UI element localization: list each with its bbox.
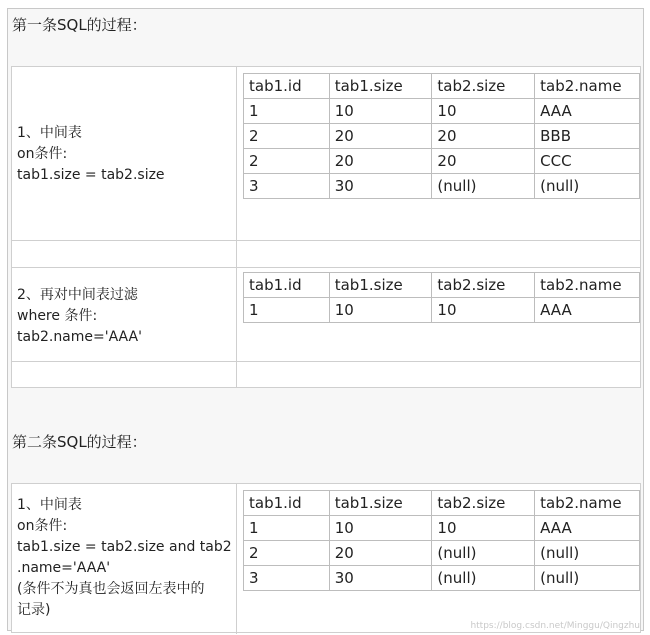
table-header-row: tab1.id tab1.size tab2.size tab2.name bbox=[244, 74, 640, 99]
table-header-row: tab1.id tab1.size tab2.size tab2.name bbox=[244, 491, 640, 516]
table-row: 2 20 20 CCC bbox=[244, 149, 640, 174]
table-row: 2 20 20 BBB bbox=[244, 124, 640, 149]
section1-heading: 第一条SQL的过程： bbox=[12, 16, 147, 34]
table-row: 3 30 (null) (null) bbox=[244, 174, 640, 199]
section1-spacer-row bbox=[12, 241, 640, 268]
table-row: 1 10 10 AAA bbox=[244, 99, 640, 124]
section1-step2-label: 2、再对中间表过滤 where 条件: tab2.name='AAA' bbox=[17, 287, 142, 345]
table-row: 2 20 (null) (null) bbox=[244, 541, 640, 566]
section1-intermediate-table bbox=[243, 73, 640, 199]
table-row: 3 30 (null) (null) bbox=[244, 566, 640, 591]
section2-heading: 第二条SQL的过程： bbox=[12, 433, 147, 451]
section2-step1-label: 1、中间表 on条件: tab1.size = tab2.size and tab2 .name='AAA' (条件不为真也会返回左表中的 记录) bbox=[17, 497, 232, 618]
section2-table bbox=[11, 483, 641, 633]
section1-spacer-row bbox=[12, 362, 640, 387]
table-header-row: tab1.id tab1.size tab2.size tab2.name bbox=[244, 273, 640, 298]
watermark: https://blog.csdn.net/Minggu/Qingzhu bbox=[470, 621, 640, 631]
section2-intermediate-table bbox=[243, 490, 640, 591]
section1-table bbox=[11, 66, 641, 388]
section1-step2-row bbox=[12, 268, 640, 362]
table-row: 1 10 10 AAA bbox=[244, 516, 640, 541]
section1-step1-label: 1、中间表 on条件: tab1.size = tab2.size bbox=[17, 125, 165, 183]
section1-step1-row bbox=[12, 67, 640, 241]
section1-filtered-table bbox=[243, 272, 640, 323]
section2-step1-row bbox=[12, 484, 640, 634]
table-row: 1 10 10 AAA bbox=[244, 298, 640, 323]
